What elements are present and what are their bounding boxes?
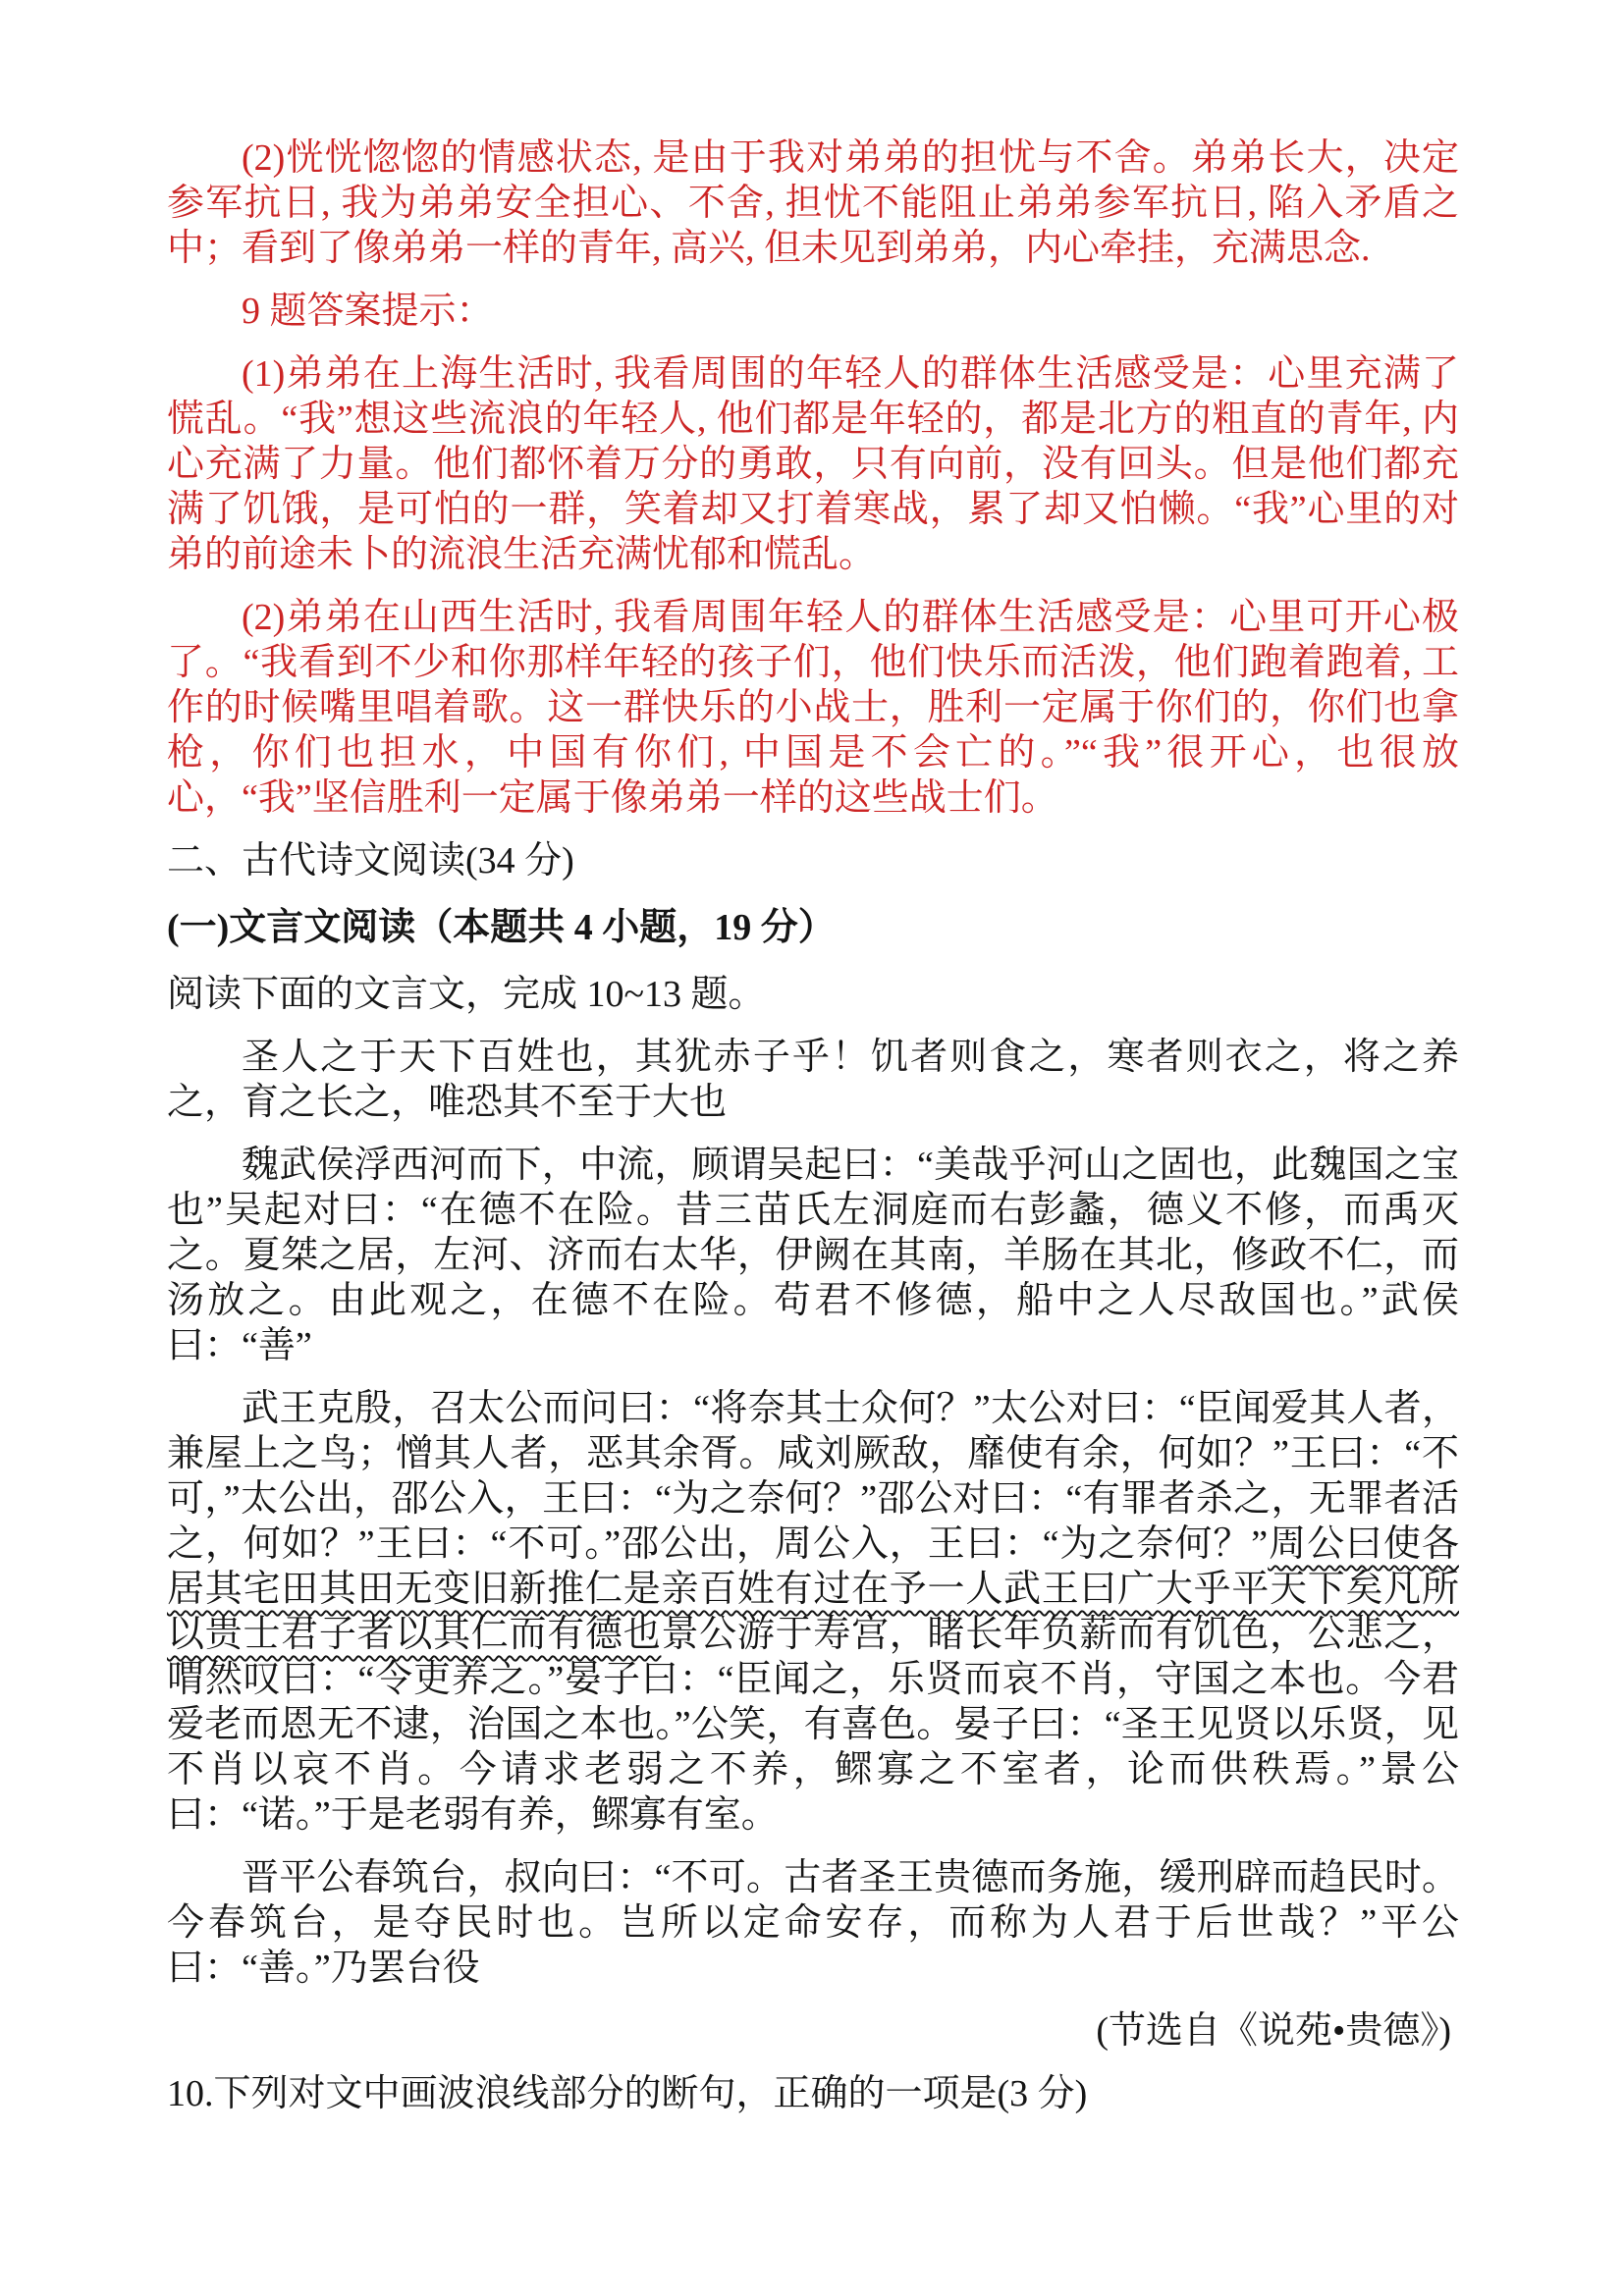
source-attribution: (节选自《说苑•贵德》) bbox=[1096, 2010, 1451, 2052]
passage-3-text-before-underline: 武王克殷，召太公而问曰：“将奈其士众何？”太公对曰：“臣闻爱其人者，兼屋上之鸟；憎其人者，恶其余胥。咸刘厥敌，靡使有余，何如？”王曰：“不可，”太公出，邵公入，王曰：“为之奈何？”邵公对曰：“有罪者杀之，无罪者活之，何如？”王曰：“不可。”邵公出，周公入，王曰：“为之奈何？” bbox=[167, 1388, 1459, 1565]
classical-reading-section bbox=[167, 838, 1459, 2116]
classical-passage-1: 圣人之于天下百姓也，其犹赤子乎！饥者则食之，寒者则衣之，将之养之，育之长之，唯恐其不至于大也 bbox=[167, 1037, 1459, 1123]
q9-answer-paragraph-1: (1)弟弟在上海生活时, 我看周围的年轻人的群体生活感受是：心里充满了慌乱。“我”想这些流浪的年轻人, 他们都是年轻的，都是北方的粗直的青年, 内心充满了力量。他们都怀着万分的勇敢，只有向前，没有回头。但是他们都充满了饥饿，是可怕的一群，笑着却又打着寒战，累了却又怕懒。“我”心里的对弟的前途未卜的流浪生活充满忧郁和慌乱。 bbox=[167, 353, 1459, 575]
reading-instruction: 阅读下面的文言文，完成 10~13 题。 bbox=[167, 974, 766, 1015]
wavy-underlined-text: 周公曰使各居其宅田其田无变旧新推仁是亲百姓有过在予一人武王曰广大乎平天下矣凡所以贵士君子者以其仁而有德也 bbox=[167, 1523, 1459, 1655]
subsection-heading-classical-text-reading: (一)文言文阅读（本题共 4 小题，19 分） bbox=[167, 907, 836, 948]
classical-passage-2: 魏武侯浮西河而下，中流，顾谓吴起曰：“美哉乎河山之固也，此魏国之宝也”吴起对曰：“在德不在险。昔三苗氏左洞庭而右彭蠡，德义不修，而禹灭之。夏桀之居，左河、济而右太华，伊阙在其南，羊肠在其北，修政不仁，而汤放之。由此观之，在德不在险。苟君不修德，船中之人尽敌国也。”武侯曰：“善” bbox=[167, 1145, 1459, 1366]
section-heading-ancient-poetry-reading: 二、古代诗文阅读(34 分) bbox=[167, 840, 574, 881]
question-10: 10.下列对文中画波浪线部分的断句，正确的一项是(3 分) bbox=[167, 2073, 1088, 2114]
answer-key-section bbox=[167, 135, 1459, 821]
q9-answer-hint-heading: 9 题答案提示： bbox=[242, 291, 494, 332]
q9-answer-paragraph-2: (2)弟弟在山西生活时, 我看周围年轻人的群体生活感受是：心里可开心极了。“我看到不少和你那样年轻的孩子们，他们快乐而活泼，他们跑着跑着, 工作的时候嘴里唱着歌。这一群快乐的小战士，胜利一定属于你们的，你们也拿枪，你们也担水，中国有你们, 中国是不会亡的。”“我”很开心，也很放心，“我”坚信胜利一定属于像弟弟一样的这些战士们。 bbox=[167, 597, 1459, 819]
answer-paragraph-2: (2)恍恍惚惚的情感状态, 是由于我对弟弟的担忧与不舍。弟弟长大，决定参军抗日, 我为弟弟安全担心、不舍, 担忧不能阻止弟弟参军抗日, 陷入矛盾之中；看到了像弟弟一样的青年, 高兴, 但未见到弟弟，内心牵挂，充满思念. bbox=[167, 137, 1459, 269]
classical-passage-4: 晋平公春筑台，叔向曰：“不可。古者圣王贵德而务施，缓刑辟而趋民时。今春筑台，是夺民时也。岂所以定命安存，而称为人君于后世哉？”平公曰：“善。”乃罢台役 bbox=[167, 1857, 1459, 1989]
passage-3-text-after-underline: 景公游于寿宫，睹长年负薪而有饥色，公悲之，喟然叹曰：“令吏养之。”晏子曰：“臣闻之，乐贤而哀不肖，守国之本也。今君爱老而恩无不逮，治国之本也。”公笑，有喜色。晏子曰：“圣王见贤以乐贤，见不肖以哀不肖。今请求老弱之不养，鳏寡之不室者，论而供秩焉。”景公曰：“诺。”于是老弱有养，鳏寡有室。 bbox=[167, 1614, 1459, 1836]
classical-passage-3 bbox=[167, 1386, 1459, 1838]
